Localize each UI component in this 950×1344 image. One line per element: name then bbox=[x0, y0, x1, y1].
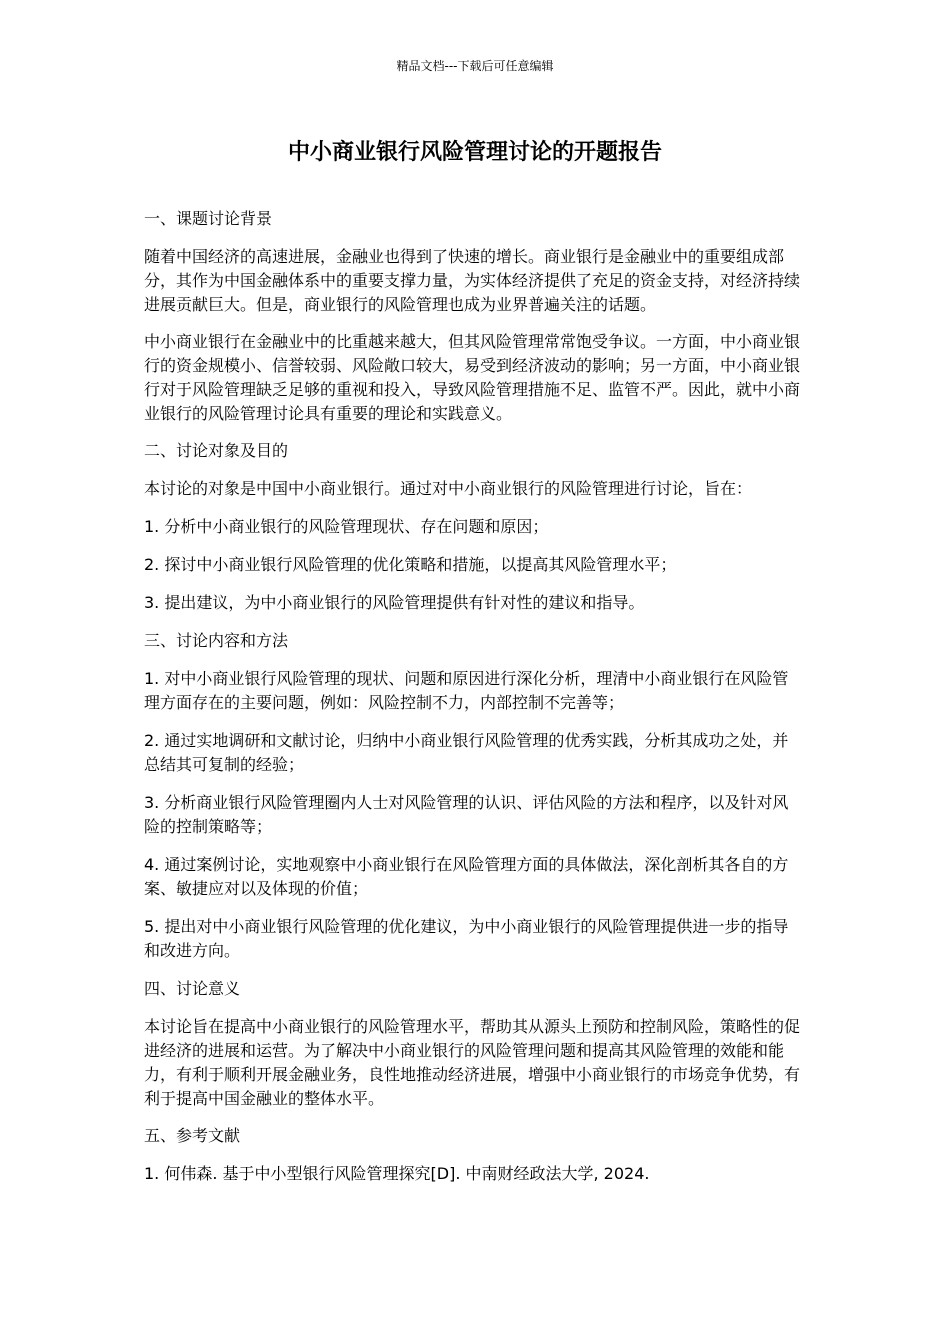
significance-paragraph: 本讨论旨在提高中小商业银行的风险管理水平，帮助其从源头上预防和控制风险，策略性的促进经济的进展和运营。为了解决中小商业银行的风险管理问题和提高其风险管理的效能和能力，有利于顺利开展金融业务，良性地推动经济进展，增强中小商业银行的市场竞争优势，有利于提高中国金融业的整体水平。 bbox=[144, 1017, 801, 1108]
objectives-item: 3. 提出建议，为中小商业银行的风险管理提供有针对性的建议和指导。 bbox=[144, 593, 645, 612]
methods-item: 3. 分析商业银行风险管理圈内人士对风险管理的认识、评估风险的方法和程序，以及针对风险的控制策略等； bbox=[144, 793, 789, 836]
background-paragraph-2: 中小商业银行在金融业中的比重越来越大，但其风险管理常常饱受争议。一方面，中小商业银行的资金规模小、信誉较弱、风险敞口较大，易受到经济波动的影响；另一方面，中小商业银行对于风险管理缺乏足够的重视和投入，导致风险管理措施不足、监管不严。因此，就中小商业银行的风险管理讨论具有重要的理论和实践意义。 bbox=[144, 332, 801, 423]
section-heading-methods: 三、讨论内容和方法 bbox=[144, 631, 289, 650]
methods-item: 4. 通过案例讨论，实地观察中小商业银行在风险管理方面的具体做法，深化剖析其各自的方案、敏捷应对以及体现的价值； bbox=[144, 855, 789, 898]
document-body bbox=[144, 207, 804, 1186]
document-title: 中小商业银行风险管理讨论的开题报告 bbox=[287, 140, 662, 165]
section-heading-background: 一、课题讨论背景 bbox=[144, 209, 273, 228]
section-heading-objectives: 二、讨论对象及目的 bbox=[144, 441, 289, 460]
methods-item: 1. 对中小商业银行风险管理的现状、问题和原因进行深化分析，理清中小商业银行在风险管理方面存在的主要问题，例如：风险控制不力，内部控制不完善等； bbox=[144, 669, 789, 712]
section-heading-references: 五、参考文献 bbox=[144, 1126, 241, 1145]
objectives-intro: 本讨论的对象是中国中小商业银行。通过对中小商业银行的风险管理进行讨论，旨在： bbox=[144, 479, 753, 498]
background-paragraph-1: 随着中国经济的高速进展，金融业也得到了快速的增长。商业银行是金融业中的重要组成部分，其作为中国金融体系中的重要支撑力量，为实体经济提供了充足的资金支持，对经济持续进展贡献巨大。但是，商业银行的风险管理也成为业界普遍关注的话题。 bbox=[144, 247, 801, 314]
header-note: 精品文档---下载后可任意编辑 bbox=[396, 59, 554, 73]
objectives-item: 2. 探讨中小商业银行风险管理的优化策略和措施，以提高其风险管理水平； bbox=[144, 555, 677, 574]
methods-item: 2. 通过实地调研和文献讨论，归纳中小商业银行风险管理的优秀实践，分析其成功之处，并总结其可复制的经验； bbox=[144, 731, 789, 774]
methods-item: 5. 提出对中小商业银行风险管理的优化建议，为中小商业银行的风险管理提供进一步的指导和改进方向。 bbox=[144, 917, 789, 960]
section-heading-significance: 四、讨论意义 bbox=[144, 979, 241, 998]
objectives-item: 1. 分析中小商业银行的风险管理现状、存在问题和原因； bbox=[144, 517, 549, 536]
reference-item: 1. 何伟森. 基于中小型银行风险管理探究[D]. 中南财经政法大学, 2024. bbox=[144, 1164, 650, 1183]
